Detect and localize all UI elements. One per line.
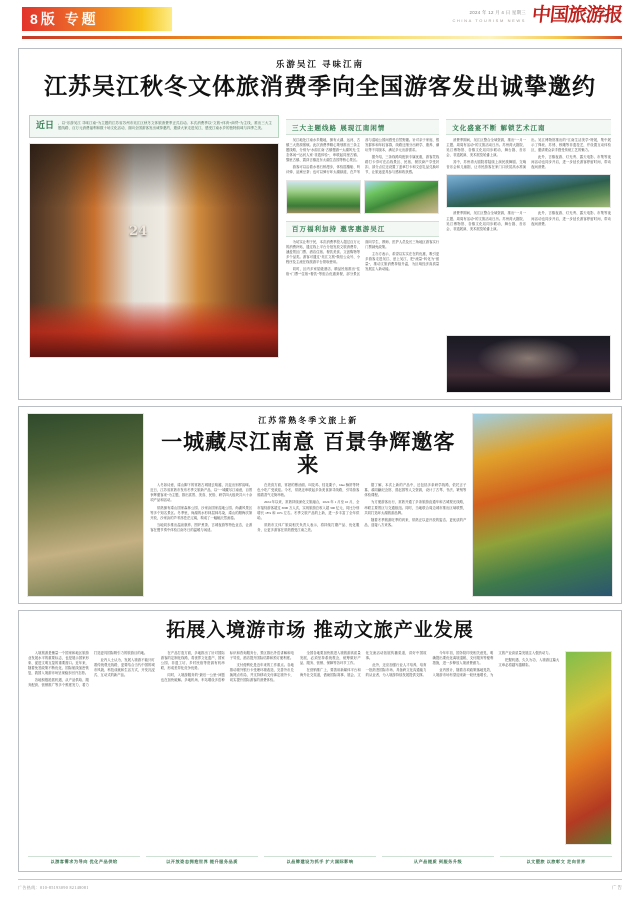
- article3-headline: 拓展入境游市场 推动文旅产业发展: [166, 619, 474, 641]
- paragraph: 业内预计，随着各项政策落地见效，入境游市场有望迎来新一轮快速增长，为文旅产业高质量发展注入强劲动力。: [432, 651, 552, 678]
- footer-ad-hotline: 广告热线：010-85193090 82148081: [18, 885, 89, 890]
- photo-stage-performance: [446, 335, 611, 393]
- article1-text-1: [286, 138, 439, 177]
- photo-lawn: [286, 180, 361, 214]
- paragraph: 业内人士认为，发展入境游不能只盯着传统观光线路，更要结合当代中国的城市风貌、科技成就和生活方式，开发沉浸式、互动式的新产品。: [93, 658, 155, 678]
- article3-tag: 从产品提质 到服务升级: [382, 856, 494, 865]
- article1-subhead-3: 百万福利加持 邀客惠游吴江: [286, 221, 439, 237]
- article1-headline: 江苏吴江秋冬文体旅消费季向全国游客发出诚挚邀约: [44, 73, 596, 100]
- paragraph: 在营销推广上，要善用新媒体平台和海外社交渠道，借助国际赛事、展会、文化交流活动拓展传播渠道，讲好中国故事。: [299, 651, 427, 678]
- article1-subhead-1: 三大主题线路 展现江南闲情: [286, 119, 439, 135]
- paragraph: 消费季期间，吴江区整合全域资源，推出“一月一主题、周周有活动”的文旅活动日历。苏州湾大剧院、吴江博物馆、各镇文化站同步联动，舞台剧、音乐会、非遗展演、美术展览轮番上演。: [446, 211, 527, 231]
- paragraph: 入境旅游是衡量一个国家和地区旅游业发展水平的重要标志，也是展示国家形象、促进文明互鉴的重要窗口。近年来，随着免签政策不断优化、国际航线加密恢复，我国入境游市场呈现稳步回升态势。: [28, 651, 89, 676]
- footer-ad-label: 广 告: [611, 885, 622, 890]
- photo-waterside: [446, 174, 611, 208]
- section-tag: 8版 专题: [22, 7, 172, 31]
- paragraph: 在产品打造方面，多地推出了针对国际游客的定制化线路，将世界文化遗产、国家公园、非遗工坊、乡村民宿等资源有机串联，形成差异化竞争优势。: [160, 651, 225, 671]
- paragraph: 各地积极抢抓机遇，从产品供给、服务配套、营销推广等多个维度发力，着力打造更具国际吸引力的旅游目的地。: [28, 651, 148, 688]
- article1-subhead-2: 文化盛宴不断 解锁艺术江南: [446, 119, 611, 135]
- paragraph: 常熟市文体广旅局相关负责人表示，将持续打磨产品、优化服务，让更多游客在常熟感受江南之美。: [257, 522, 360, 532]
- article1-kicker: 乐游吴江 寻味江南: [275, 59, 365, 69]
- paragraph: 此外，古镇夜游、灯光秀、露天电影、市集等夜间活动也同步开启，进一步延长游客停留时间，带动夜间消费。: [531, 155, 612, 170]
- paragraph: 为方便游客出行，常熟开通了多条旅游直通车和古城观光线路，串联主要景区与交通枢纽。同时，当地联合周边城市推出区域联票，共同打造环太湖旅游品牌。: [364, 500, 467, 515]
- article1-text-2: [446, 138, 611, 171]
- photo-sign-24: 24: [129, 224, 148, 240]
- paragraph: 常熟拥有虞山国家森林公园、沙家浜国家湿地公园、尚湖风景区等多个知名景区。冬季里，尚湖的水杉林层林尽染，虞山的腊梅次第开放，沙家浜的芦苇荡苍茫辽阔，构成了一幅幅天然画卷。: [150, 505, 253, 520]
- article2-headline: 一城藏尽江南意 百景争辉邀客来: [161, 429, 456, 478]
- paragraph: 此外，古镇夜游、灯光秀、露天电影、市集等夜间活动也同步开启，进一步延长游客停留时间，带动夜间消费。: [531, 211, 612, 226]
- article3-tag: 以文塑旅 以旅彰文 走向世界: [500, 856, 612, 865]
- article1-body: [29, 115, 611, 393]
- article3-tag: 以品牌建设为抓手 扩大国际影响: [264, 856, 376, 865]
- paragraph: 2024 年以来，常熟持续深化文旅融合，2024 年 1 月至 10 月，全市接待游客超过 3000 万人次，实现旅游总收入超 300 亿元，同比分别增长 18% 和 16% 左右。冬季文旅产品的上新，进一步丰富了全年供给。: [257, 500, 360, 520]
- article1-right-column: [446, 115, 611, 393]
- article3-column-4: [433, 651, 560, 845]
- article3-column-2: [161, 651, 294, 845]
- article1-text-2b: [446, 211, 611, 332]
- publication-date: 2024 年 12 月 4 日 星期三: [469, 10, 526, 15]
- paragraph: 吴江地处江南水乡腹地，拥有太湖、运河、古镇三大资源禀赋。此次消费季精心策划推出三条主题线路，分别为“水韵江南·古镇慢游”“太湖风光·生态休闲”“运河人家·非遗体验”，串联起同里古镇、黎里古镇、震泽古镇及东太湖生态园等核心景区。: [285, 138, 361, 163]
- english-title: CHINA TOURISM NEWS: [452, 18, 526, 23]
- article2-kicker: 江苏常熟冬季文旅上新: [258, 416, 359, 425]
- article1-notebox: [29, 115, 279, 138]
- photo-garden-path: [364, 180, 439, 214]
- paragraph: 同时，区内多家星级酒店、精品民宿推出“住宿+门票”“住宿+餐饮”等组合优惠套餐，部分景区面向学生、教师、医护人员及长三角地区游客实行门票减免政策。: [285, 239, 440, 277]
- paragraph: 据了解，本次上新的产品中，还包括多条研学线路，依托言子墓、翁同龢纪念馆、曾赵园等人文资源，设计了古琴、书法、篆刻等体验课程。: [364, 483, 467, 498]
- paragraph: 其中，苏州湾大剧院将陆续上演民族舞剧、交响音乐会和儿童剧，让市民游客在家门口欣赏高水准演出。吴江博物馆推出的“江南生活美学”特展，集中展示了缂丝、苏绣、核雕等非遗技艺，并设置互动体验区，邀请观众亲手感受传统工艺的魅力。: [446, 138, 612, 170]
- article3-tag: 以游客需求为导向 优化产品供给: [28, 856, 140, 865]
- photo-night-street: [29, 143, 279, 358]
- article-changshu: [18, 406, 622, 604]
- masthead: [0, 0, 640, 46]
- paragraph: 消费季期间，吴江区整合全域资源，推出“一月一主题、周周有活动”的文旅活动日历。苏州湾大剧院、吴江博物馆、各镇文化站同步联动，舞台剧、音乐会、非遗展演、美术展览轮番上演。: [446, 138, 527, 158]
- photo-autumn-leaves: [565, 651, 612, 845]
- paragraph: 支付便利化是近年来的工作重点。各地推动境外银行卡受理环境改造，完善外币兑换网点布局，并支持移动支付绑定境外卡，切实提升国际游客的消费体验。: [229, 663, 294, 683]
- masthead-right: [452, 6, 622, 25]
- paragraph: 游客可以沿着水巷石桥漫步，体验摇橹船、听评弹、品熏豆茶；也可以骑行环太湖绿道，在芦苇荡与湿地公园间感受自然野趣。针对亲子家庭、银发群体和年轻客群，线路还细分出研学、康养、潮玩等不同版本，满足多元出游需求。: [285, 138, 440, 175]
- article1-middle-column: [286, 115, 439, 393]
- article3-body: [28, 651, 612, 845]
- article2-text: [150, 483, 466, 597]
- paragraph: 随着冬季旅游旺季的到来，常熟正以更开放的姿态、更优质的产品，迎接八方来客。: [364, 517, 467, 527]
- masthead-rule: [22, 36, 622, 39]
- paragraph: 主办方表示，希望以实实在在的优惠，吸引更多游客走进吴江、爱上吴江，把“流量”转化为“留量”，推动文旅消费持续升温，为区域经济高质量发展注入新动能。: [365, 251, 440, 271]
- article3-tagline-row: [28, 856, 612, 865]
- newspaper-logo: 中国旅游报: [530, 4, 624, 26]
- article3-column-3: [300, 651, 427, 845]
- article2-body: [27, 413, 613, 597]
- article3-tag: 以开放姿态拥抱世界 提升服务品质: [146, 856, 258, 865]
- page-footer: [18, 879, 622, 896]
- article3-column-1: [28, 651, 155, 845]
- paragraph: 把握机遇、久久为功，入境游这篇大文章必将越写越精彩。: [498, 658, 560, 668]
- paragraph: 入冬如诗意，虞山脚下的常熟古城褪去喧嚣，沉淀出别样韵味。近日，江苏省常熟市发布冬季文旅新产品，以“一城藏尽江南意，百景争辉邀客来”为主题，推出赏景、美食、民俗、研学四大板块共六十余项产品和活动。: [150, 483, 253, 503]
- paragraph: 全国各地要加快推进入境旅游高质量发展，必须坚持系统观念，统筹做好产品、服务、营销、保障等各环节工作。: [299, 651, 361, 666]
- article-inbound-tourism: [18, 610, 622, 872]
- article-main: [18, 48, 622, 400]
- masthead-dateblock: [452, 10, 526, 25]
- paragraph: 此外，还应加强行业人才培养，培育一批熟悉国际市场、具备跨文化沟通能力的从业者，为入境游持续发展提供支撑。: [365, 663, 427, 678]
- photo-pipa-player: [27, 413, 144, 597]
- paragraph: 今年年初，国务院印发相关意见，明确提出要优化离境退税、支付服务等便利措施，进一步释放入境消费潜力。: [432, 651, 494, 666]
- photo-autumn-lake: [472, 413, 613, 597]
- notebox-text: ，以“乐游吴江 寻味江南”为主题的江苏省苏州市吴江区秋冬文体旅消费季正式启动。本次消费季以“文旅+体育+商贸”为主线，推出三大主题线路、百万元消费福利和数十场文化活动，面向全国游客发出诚挚邀约，邀请大家走进吴江，感受江南水乡的独特韵味与四季之美。: [58, 121, 272, 131]
- article2-center: [150, 413, 466, 597]
- paragraph: 在美食方面，常熟的蕈油面、叫花鸡、桂花栗子、blue 酥饼等特色小吃广受欢迎。今冬，常熟还串联起多条美食探寻线路，引导游客循着香气走街串巷。: [257, 483, 360, 498]
- paragraph: 当地同步推出温泉康养、围炉煮茶、古城夜游等特色业态，让游客在慢节奏中体验江南冬日的温暖与闲适。: [150, 522, 253, 532]
- paragraph: 同时，入境游服务的“最后一公里”问题也在加快破解。多地机场、车站增设多语种标识和咨询服务台，景区推出外语讲解和电子导览，酒店提升国际结算和预订便利度。: [160, 651, 294, 683]
- article1-left-column: [29, 115, 279, 393]
- paragraph: 为切实让利于民，本次消费季投入超过百万元的消费补贴，通过线上平台分批发放文旅消费券，涵盖景区门票、酒店住宿、餐饮美食、文创购物等多个品类。游客可通过“吴江文旅”微信公众号、小程序及主流在线旅游平台领取使用。: [285, 239, 361, 264]
- notebox-lead: 近日: [36, 121, 55, 131]
- article1-text-3: [286, 240, 439, 278]
- paragraph: 据介绍，三条线路均配套专属优惠，游客凭线路打卡券可在沿线景区、民宿、餐饮商户享受折扣，部分点位还设置了盖章打卡和文创礼品兑换环节，让旅途更具参与感和收获感。: [365, 155, 440, 175]
